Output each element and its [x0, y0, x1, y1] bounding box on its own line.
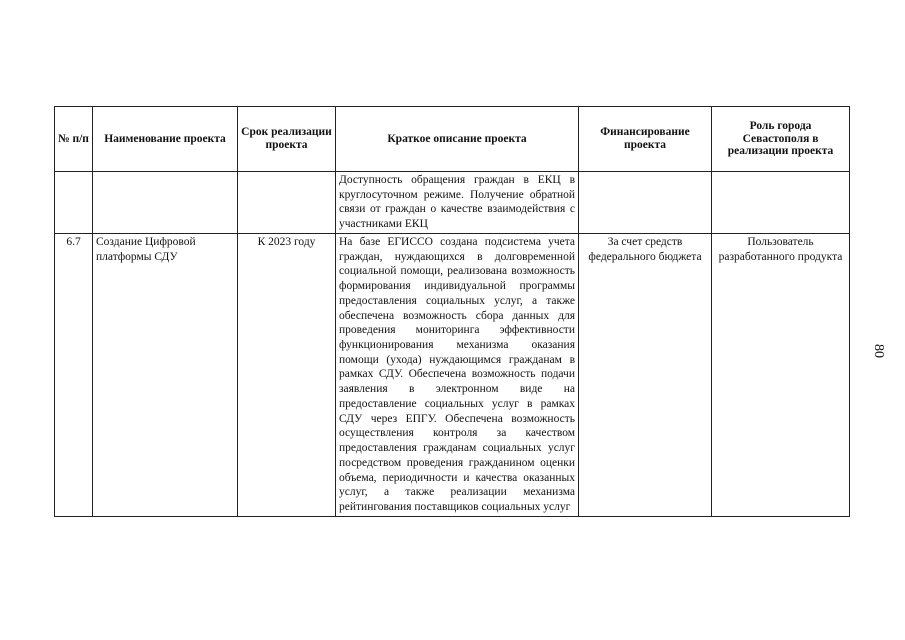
- cell-role: [712, 172, 850, 234]
- header-number: № п/п: [55, 107, 93, 172]
- cell-term: [238, 172, 336, 234]
- header-role: Роль города Севастополя в реализации проекта: [712, 107, 850, 172]
- cell-name: [93, 172, 238, 234]
- cell-term: К 2023 году: [238, 234, 336, 517]
- table-header-row: [55, 107, 850, 172]
- cell-description: Доступность обращения граждан в ЕКЦ в круглосуточном режиме. Получение обратной связи от граждан о качестве взаимодействия с участниками ЕКЦ: [336, 172, 579, 234]
- cell-description: На базе ЕГИССО создана подсистема учета граждан, нуждающихся в долговременной социальной помощи, реализована возможность формирования индивидуальной программы предоставления социальных услуг, а также обеспечена возможность сбора данных для проведения мониторинга эффективности функционирования механизма оказания помощи (ухода) нуждающимся гражданам в рамках СДУ. Обеспечена возможность подачи заявления в электронном виде на предоставление социальных услуг в рамках СДУ через ЕПГУ. Обеспечена возможность осуществления контроля за качеством предоставления гражданам социальных услуг посредством проведения гражданином оценки объема, периодичности и качества оказанных услуг, а также реализации механизма рейтингования поставщиков социальных услуг: [336, 234, 579, 517]
- cell-role: Пользователь разработанного продукта: [712, 234, 850, 517]
- header-description: Краткое описание проекта: [336, 107, 579, 172]
- cell-name: Создание Цифровой платформы СДУ: [93, 234, 238, 517]
- cell-financing: [579, 172, 712, 234]
- header-financing: Финансирование проекта: [579, 107, 712, 172]
- table-row: [55, 172, 850, 234]
- header-name: Наименование проекта: [93, 107, 238, 172]
- cell-number: [55, 172, 93, 234]
- cell-number: 6.7: [55, 234, 93, 517]
- table-row: [55, 234, 850, 517]
- header-term: Срок реализации проекта: [238, 107, 336, 172]
- cell-financing: За счет средств федерального бюджета: [579, 234, 712, 517]
- projects-table: [54, 106, 850, 517]
- page-number: 80: [871, 344, 886, 358]
